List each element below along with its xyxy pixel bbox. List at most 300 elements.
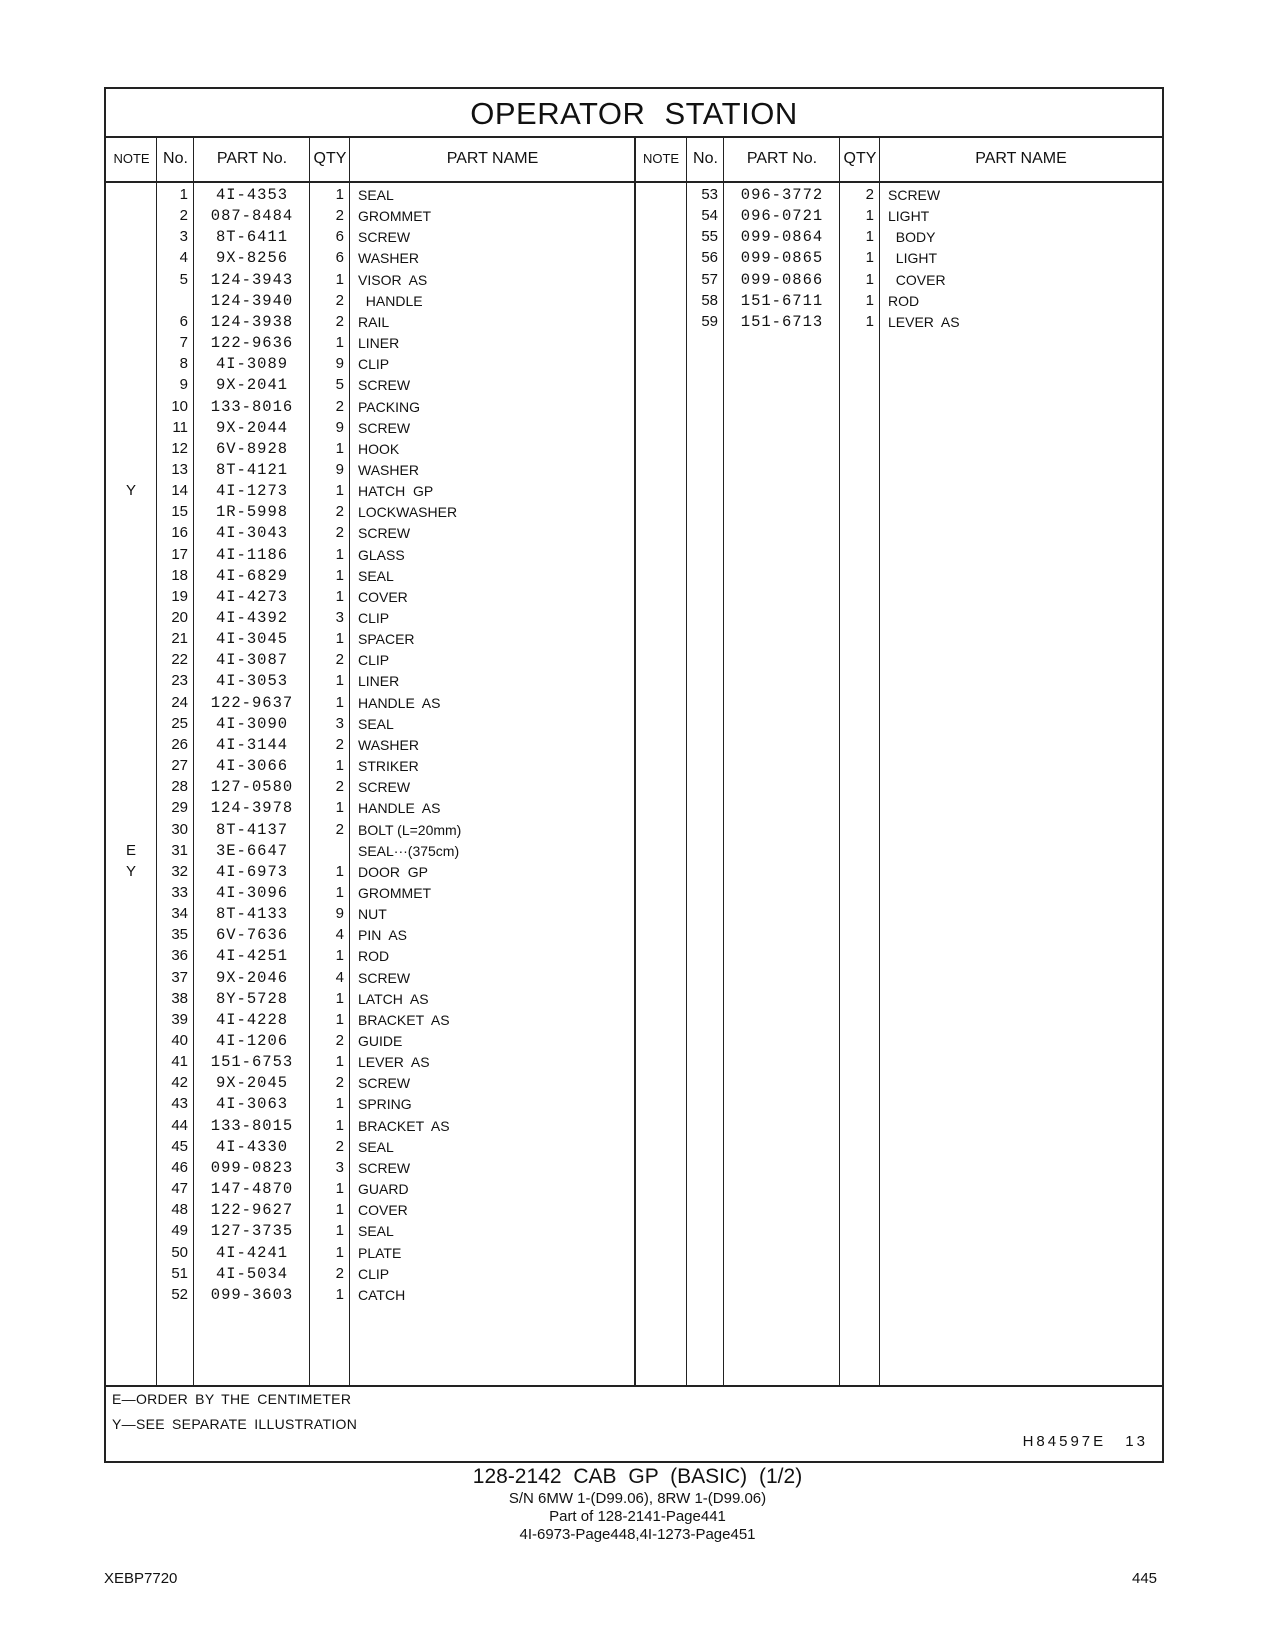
part-name: NUT — [358, 906, 387, 923]
part-number: 4I-3045 — [215, 630, 289, 649]
item-number: 4 — [179, 249, 188, 267]
note-cell — [106, 374, 156, 396]
part-number: 099-3603 — [210, 1285, 294, 1304]
quantity: 1 — [335, 439, 344, 457]
quantity: 1 — [335, 1201, 344, 1219]
part-name: WASHER — [358, 250, 419, 267]
part-number: 4I-1206 — [215, 1032, 289, 1050]
note-cell — [106, 438, 156, 460]
note-cell — [106, 1093, 156, 1115]
caption-references: 4I-6973-Page448,4I-1273-Page451 — [519, 1526, 756, 1543]
header-qty: QTY — [313, 150, 347, 167]
caption-title: 128-2142 CAB GP (BASIC) (1/2) — [472, 1465, 803, 1488]
quantity: 1 — [335, 630, 344, 648]
item-number: 20 — [171, 609, 188, 626]
quantity: 5 — [335, 376, 344, 394]
item-number: 56 — [701, 249, 718, 267]
item-number — [156, 290, 188, 312]
part-number: 4I-3089 — [215, 355, 289, 374]
part-number: 096-3772 — [740, 186, 824, 204]
part-name: VISOR AS — [358, 271, 428, 288]
note-cell — [106, 628, 156, 650]
note-cell — [106, 396, 156, 418]
note-cell — [106, 903, 156, 925]
quantity: 1 — [335, 693, 344, 711]
part-number: 4I-6829 — [215, 566, 289, 585]
item-number: 47 — [171, 1180, 188, 1198]
part-number: 4I-4228 — [215, 1010, 289, 1029]
note-cell — [106, 311, 156, 333]
part-name: SCREW — [358, 969, 411, 986]
part-name: SCREW — [358, 525, 411, 542]
part-name: SCREW — [358, 1159, 411, 1176]
item-number: 3 — [179, 228, 188, 246]
header-no-right: No. — [693, 150, 718, 167]
quantity: 1 — [335, 1116, 344, 1134]
part-number: 099-0866 — [740, 270, 824, 289]
page-number: 445 — [1132, 1570, 1158, 1587]
quantity: 1 — [335, 862, 344, 880]
header-no: No. — [163, 150, 188, 167]
quantity: 1 — [865, 312, 874, 330]
item-number: 7 — [179, 334, 188, 352]
part-number: 9X-8256 — [215, 249, 289, 268]
quantity: 1 — [335, 545, 344, 563]
part-name: LIGHT — [888, 250, 938, 267]
part-number: 124-3978 — [210, 799, 294, 818]
part-number: 4I-3053 — [215, 672, 289, 691]
note-cell — [106, 713, 156, 735]
quantity: 1 — [335, 270, 344, 288]
item-number: 26 — [171, 735, 188, 753]
part-name: COVER — [358, 1202, 408, 1219]
part-number: 9X-2046 — [215, 968, 289, 987]
part-name: PLATE — [358, 1244, 402, 1261]
part-name: SEAL — [358, 567, 394, 584]
part-number: 4I-3090 — [215, 714, 289, 733]
part-number: 122-9627 — [210, 1201, 294, 1220]
legend-e: E—ORDER BY THE CENTIMETER — [112, 1391, 352, 1407]
quantity: 2 — [335, 1264, 344, 1282]
page-title: OPERATOR STATION — [106, 89, 1162, 138]
caption-serial: S/N 6MW 1-(D99.06), 8RW 1-(D99.06) — [508, 1490, 767, 1507]
item-number: 40 — [171, 1032, 188, 1049]
part-number: 099-0864 — [740, 228, 824, 247]
item-number: 55 — [701, 228, 718, 246]
part-name: COVER — [888, 271, 946, 288]
note-cell — [106, 544, 156, 566]
note-cell — [106, 649, 156, 671]
part-name: RAIL — [358, 313, 390, 330]
quantity: 4 — [335, 968, 344, 986]
quantity: 3 — [335, 1158, 344, 1176]
part-number: 8T-4121 — [215, 460, 289, 479]
quantity: 2 — [335, 312, 344, 330]
note-cell — [636, 226, 686, 248]
item-number: 33 — [171, 883, 188, 901]
quantity: 2 — [335, 735, 344, 753]
part-name: LEVER AS — [888, 313, 960, 330]
note-cell: Y — [125, 482, 136, 500]
item-number: 38 — [171, 989, 188, 1007]
part-name: SCREW — [358, 779, 411, 796]
part-number: 6V-7636 — [215, 926, 289, 945]
note-cell — [106, 692, 156, 714]
part-number: 147-4870 — [210, 1180, 294, 1199]
part-name: CLIP — [358, 356, 390, 373]
part-name: LINER — [358, 673, 400, 690]
note-cell — [106, 1263, 156, 1285]
item-number: 28 — [171, 778, 188, 796]
note-cell — [106, 1220, 156, 1242]
quantity: 2 — [335, 651, 344, 669]
note-cell — [106, 924, 156, 946]
part-name: PIN AS — [358, 927, 408, 944]
part-name: GLASS — [358, 546, 405, 563]
item-number: 14 — [171, 482, 188, 500]
item-number: 31 — [171, 841, 188, 859]
quantity: 2 — [335, 1032, 344, 1049]
part-number: 096-0721 — [740, 207, 824, 226]
part-name: GROMMET — [358, 208, 432, 225]
item-number: 36 — [171, 947, 188, 965]
part-name: SEAL — [358, 1223, 394, 1240]
note-cell — [106, 459, 156, 481]
item-number: 22 — [171, 651, 188, 669]
quantity: 1 — [865, 207, 874, 225]
note-cell — [106, 226, 156, 248]
note-cell — [106, 586, 156, 608]
item-number: 41 — [171, 1053, 188, 1071]
part-number: 1R-5998 — [215, 503, 289, 522]
quantity: 1 — [865, 228, 874, 246]
quantity: 2 — [335, 397, 344, 415]
quantity: 1 — [335, 883, 344, 901]
note-cell — [106, 565, 156, 587]
quantity: 1 — [335, 1243, 344, 1261]
note-cell — [106, 1199, 156, 1221]
note-cell — [106, 290, 156, 312]
item-number: 30 — [171, 820, 188, 838]
note-cell — [106, 670, 156, 692]
quantity — [310, 840, 344, 862]
item-number: 23 — [171, 672, 188, 690]
header-note-right: NOTE — [642, 151, 680, 166]
part-name: SCREW — [358, 377, 411, 394]
item-number: 25 — [171, 714, 188, 732]
note-cell — [106, 522, 156, 544]
quantity: 2 — [335, 1137, 344, 1155]
part-name: HANDLE AS — [358, 694, 441, 711]
part-name: LIGHT — [888, 208, 930, 225]
part-number: 9X-2045 — [215, 1074, 289, 1093]
note-cell — [636, 290, 686, 312]
part-name: SCREW — [358, 229, 411, 246]
part-number: 4I-4353 — [215, 186, 289, 204]
note-cell — [106, 1136, 156, 1158]
note-cell — [106, 501, 156, 523]
part-name: WASHER — [358, 461, 419, 478]
item-number: 1 — [179, 186, 188, 203]
item-number: 6 — [179, 312, 188, 330]
note-cell — [106, 417, 156, 439]
item-number: 16 — [171, 524, 188, 542]
part-number: 9X-2041 — [215, 376, 289, 395]
part-number: 3E-6647 — [215, 841, 289, 860]
item-number: 11 — [172, 418, 188, 436]
part-number: 151-6711 — [740, 291, 824, 310]
item-number: 42 — [171, 1074, 188, 1092]
note-cell — [636, 184, 686, 206]
note-cell — [106, 819, 156, 841]
note-cell — [106, 755, 156, 777]
part-name: DOOR GP — [358, 863, 429, 880]
part-number: 087-8484 — [210, 207, 294, 226]
note-cell — [106, 1009, 156, 1031]
parts-list-sheet — [104, 87, 1164, 1463]
illustration-code: H84597E 13 — [1022, 1433, 1148, 1450]
part-name: CLIP — [358, 1265, 390, 1282]
quantity: 1 — [335, 482, 344, 500]
part-name: HATCH GP — [358, 483, 434, 500]
part-name: ROD — [888, 292, 920, 309]
note-cell — [636, 311, 686, 333]
item-number: 54 — [701, 207, 718, 225]
part-name: BRACKET AS — [358, 1117, 450, 1134]
header-part-no: PART No. — [216, 150, 288, 167]
note-cell — [106, 967, 156, 989]
part-number: 127-3735 — [210, 1222, 294, 1241]
quantity: 2 — [335, 291, 344, 309]
quantity: 1 — [335, 799, 344, 817]
note-cell — [106, 1157, 156, 1179]
note-cell — [106, 269, 156, 291]
part-number: 4I-3096 — [215, 883, 289, 902]
part-name: SCREW — [888, 187, 941, 203]
note-cell — [106, 247, 156, 269]
part-name: SEAL — [358, 187, 394, 203]
part-number: 4I-3087 — [215, 651, 289, 670]
part-number: 099-0823 — [210, 1158, 294, 1177]
item-number: 29 — [171, 799, 188, 817]
quantity: 2 — [335, 820, 344, 838]
part-name: BOLT (L=20mm) — [358, 821, 462, 838]
quantity: 1 — [865, 270, 874, 288]
part-name: GUIDE — [358, 1033, 403, 1049]
part-name: HOOK — [358, 440, 400, 457]
quantity: 1 — [335, 334, 344, 352]
note-cell — [106, 353, 156, 375]
part-number: 124-3943 — [210, 270, 294, 289]
note-cell — [106, 1242, 156, 1264]
item-number: 37 — [171, 968, 188, 986]
header-part-name: PART NAME — [446, 150, 539, 167]
item-number: 15 — [171, 503, 188, 521]
note-cell — [106, 1072, 156, 1094]
item-number: 57 — [701, 270, 718, 288]
note-cell — [106, 1115, 156, 1137]
note-cell — [106, 945, 156, 967]
part-number: 8T-4133 — [215, 905, 289, 924]
item-number: 17 — [171, 545, 188, 563]
quantity: 2 — [335, 524, 344, 542]
part-number: 4I-4392 — [215, 609, 289, 627]
note-cell — [106, 776, 156, 798]
header-part-no-right: PART No. — [746, 150, 818, 167]
quantity: 1 — [335, 1095, 344, 1113]
note-cell — [106, 1284, 156, 1306]
quantity: 1 — [335, 1285, 344, 1303]
item-number: 58 — [701, 291, 718, 309]
note-cell — [106, 1030, 156, 1052]
note-cell — [106, 1051, 156, 1073]
item-number: 13 — [171, 460, 188, 478]
part-number: 151-6753 — [210, 1053, 294, 1072]
item-number: 52 — [171, 1285, 188, 1303]
part-name: SEAL — [358, 715, 394, 732]
header-part-name-right: PART NAME — [975, 150, 1067, 167]
part-number: 122-9636 — [210, 334, 294, 353]
part-number: 133-8015 — [210, 1116, 294, 1135]
part-number: 8T-6411 — [215, 228, 289, 247]
part-name: CLIP — [358, 652, 390, 669]
part-name: LINER — [358, 335, 400, 352]
quantity: 6 — [335, 228, 344, 246]
item-number: 10 — [171, 397, 188, 415]
part-number: 9X-2044 — [215, 418, 289, 437]
part-number: 099-0865 — [740, 249, 824, 268]
note-cell — [106, 988, 156, 1010]
part-name: SPACER — [358, 631, 415, 648]
part-name: BRACKET AS — [358, 1011, 450, 1028]
quantity: 1 — [335, 947, 344, 965]
item-number: 45 — [171, 1137, 188, 1155]
part-name: BODY — [888, 229, 936, 246]
item-number: 32 — [171, 862, 188, 880]
part-name: GROMMET — [358, 884, 432, 901]
quantity: 9 — [335, 905, 344, 923]
note-cell — [636, 247, 686, 269]
item-number: 12 — [171, 439, 188, 457]
quantity: 2 — [335, 778, 344, 796]
part-name: CATCH — [358, 1286, 406, 1303]
item-number: 39 — [171, 1010, 188, 1028]
part-name: LATCH AS — [358, 990, 429, 1007]
part-name: WASHER — [358, 736, 419, 753]
item-number: 44 — [171, 1116, 188, 1134]
item-number: 53 — [701, 186, 718, 203]
part-name: GUARD — [358, 1181, 409, 1198]
note-cell — [106, 882, 156, 904]
item-number: 46 — [171, 1158, 188, 1176]
column-divider — [879, 136, 880, 1385]
item-number: 50 — [171, 1243, 188, 1261]
quantity: 1 — [865, 291, 874, 309]
part-name: SCREW — [358, 419, 411, 436]
part-number: 124-3938 — [210, 312, 294, 331]
quantity: 9 — [335, 355, 344, 373]
part-number: 4I-4251 — [215, 947, 289, 966]
quantity: 9 — [335, 418, 344, 436]
quantity: 1 — [335, 1053, 344, 1071]
part-number: 4I-1186 — [215, 545, 289, 564]
part-name: HANDLE — [358, 292, 423, 309]
quantity: 1 — [335, 757, 344, 775]
item-number: 34 — [171, 905, 188, 923]
part-name: CLIP — [358, 610, 390, 626]
part-number: 4I-3043 — [215, 524, 289, 543]
note-cell — [106, 332, 156, 354]
part-number: 133-8016 — [210, 397, 294, 416]
item-number: 19 — [171, 587, 188, 605]
part-number: 4I-1273 — [215, 482, 289, 501]
legend-y: Y—SEE SEPARATE ILLUSTRATION — [112, 1416, 358, 1432]
part-name: SEAL···(375cm) — [358, 842, 460, 859]
column-divider — [349, 136, 350, 1385]
quantity: 2 — [335, 503, 344, 521]
header-qty-right: QTY — [843, 150, 877, 167]
note-cell: E — [125, 841, 136, 859]
note-cell — [636, 269, 686, 291]
part-number: 127-0580 — [210, 778, 294, 797]
note-cell — [106, 1178, 156, 1200]
part-number: 4I-4330 — [215, 1137, 289, 1156]
quantity: 1 — [335, 672, 344, 690]
part-number: 151-6713 — [740, 312, 824, 331]
part-number: 4I-5034 — [215, 1264, 289, 1283]
quantity: 1 — [335, 1010, 344, 1028]
item-number: 18 — [171, 566, 188, 584]
quantity: 3 — [335, 714, 344, 732]
part-name: LEVER AS — [358, 1054, 430, 1071]
item-number: 43 — [171, 1095, 188, 1113]
item-number: 5 — [179, 270, 188, 288]
part-name: STRIKER — [358, 758, 419, 775]
part-name: SPRING — [358, 1096, 412, 1113]
note-cell — [106, 607, 156, 629]
quantity: 4 — [335, 926, 344, 944]
part-name: HANDLE AS — [358, 800, 441, 817]
part-number: 4I-3063 — [215, 1095, 289, 1114]
part-name: COVER — [358, 588, 408, 605]
part-number: 8Y-5728 — [215, 989, 289, 1008]
item-number: 2 — [179, 207, 188, 225]
quantity: 1 — [335, 1222, 344, 1240]
caption-part-of: Part of 128-2141-Page441 — [549, 1508, 726, 1525]
item-number: 35 — [171, 926, 188, 944]
part-name: SEAL — [358, 1138, 394, 1155]
part-number: 4I-3144 — [215, 735, 289, 754]
quantity: 2 — [335, 1074, 344, 1092]
quantity: 1 — [335, 1180, 344, 1198]
quantity: 1 — [865, 249, 874, 267]
part-name: SCREW — [358, 1075, 411, 1092]
quantity: 2 — [865, 186, 874, 203]
quantity: 1 — [335, 587, 344, 605]
part-number: 6V-8928 — [215, 439, 289, 458]
quantity: 3 — [335, 609, 344, 626]
item-number: 21 — [171, 630, 188, 648]
quantity: 1 — [335, 989, 344, 1007]
item-number: 59 — [701, 312, 718, 330]
note-cell — [636, 205, 686, 227]
legend-divider — [106, 1385, 1162, 1387]
item-number: 49 — [171, 1222, 188, 1240]
part-number: 4I-4273 — [215, 587, 289, 606]
note-cell — [106, 205, 156, 227]
note-cell — [106, 184, 156, 206]
header-note: NOTE — [113, 151, 150, 166]
